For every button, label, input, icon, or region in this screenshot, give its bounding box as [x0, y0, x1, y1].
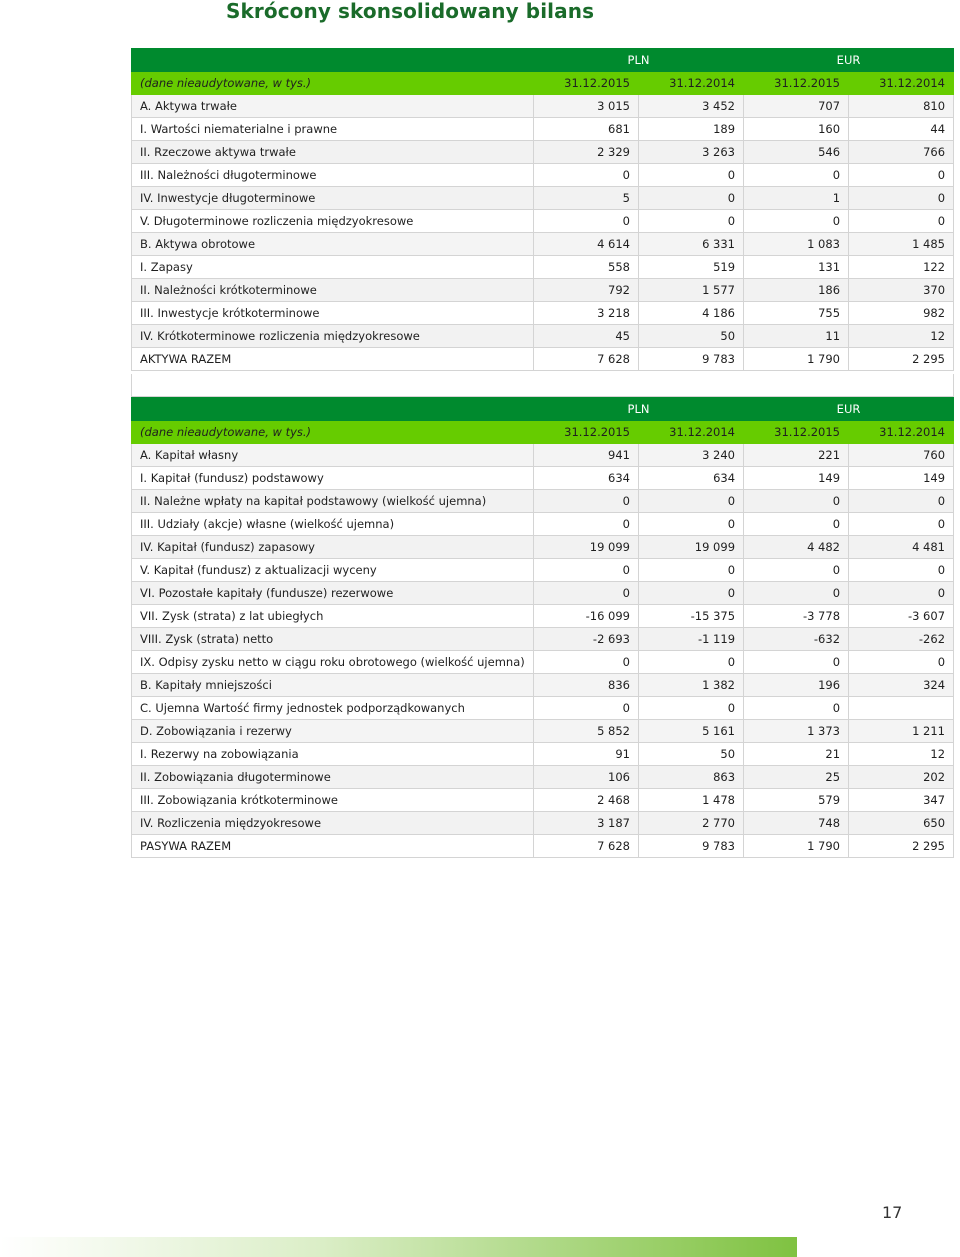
- table-row: [132, 743, 954, 766]
- row-label: I. Zapasy: [132, 256, 534, 279]
- row-label: II. Należne wpłaty na kapitał podstawowy (wielkość ujemna): [132, 490, 534, 513]
- value-cell: 3 218: [534, 302, 639, 325]
- value-cell: 21: [744, 743, 849, 766]
- table-note: (dane nieaudytowane, w tys.): [132, 72, 534, 95]
- value-cell: 558: [534, 256, 639, 279]
- footer-gradient-bar: [0, 1237, 797, 1257]
- value-cell: 0: [639, 187, 744, 210]
- row-label: I. Rezerwy na zobowiązania: [132, 743, 534, 766]
- liabilities-table: [131, 397, 954, 858]
- value-cell: 50: [639, 325, 744, 348]
- date-cell: 31.12.2015: [744, 72, 849, 95]
- value-cell: 0: [849, 490, 954, 513]
- value-cell: 1 485: [849, 233, 954, 256]
- value-cell: 2 770: [639, 812, 744, 835]
- value-cell: 324: [849, 674, 954, 697]
- table-row: [132, 536, 954, 559]
- value-cell: 7 628: [534, 835, 639, 858]
- value-cell: 5 161: [639, 720, 744, 743]
- date-cell: 31.12.2014: [849, 421, 954, 444]
- date-cell: 31.12.2014: [639, 72, 744, 95]
- table-row: [132, 279, 954, 302]
- value-cell: 0: [534, 490, 639, 513]
- date-cell: 31.12.2015: [534, 72, 639, 95]
- table-row: [132, 444, 954, 467]
- value-cell: 0: [639, 651, 744, 674]
- value-cell: 0: [744, 210, 849, 233]
- value-cell: 0: [639, 490, 744, 513]
- table-row: [132, 720, 954, 743]
- row-label: III. Należności długoterminowe: [132, 164, 534, 187]
- value-cell: 3 240: [639, 444, 744, 467]
- table-row: [132, 210, 954, 233]
- value-cell: 0: [534, 559, 639, 582]
- table-row: [132, 605, 954, 628]
- page-title: Skrócony skonsolidowany bilans: [226, 0, 595, 23]
- value-cell: 44: [849, 118, 954, 141]
- value-cell: 5: [534, 187, 639, 210]
- table-row: [132, 582, 954, 605]
- date-cell: 31.12.2015: [744, 421, 849, 444]
- value-cell: 6 331: [639, 233, 744, 256]
- value-cell: 202: [849, 766, 954, 789]
- value-cell: 131: [744, 256, 849, 279]
- date-cell: 31.12.2014: [849, 72, 954, 95]
- table-row: [132, 118, 954, 141]
- assets-table: [131, 48, 954, 371]
- table-row: [132, 141, 954, 164]
- value-cell: 196: [744, 674, 849, 697]
- total-row: [132, 835, 954, 858]
- table-row: [132, 766, 954, 789]
- value-cell: 0: [639, 210, 744, 233]
- currency-eur: EUR: [744, 49, 954, 72]
- value-cell: -2 693: [534, 628, 639, 651]
- table-row: [132, 233, 954, 256]
- row-label: II. Rzeczowe aktywa trwałe: [132, 141, 534, 164]
- value-cell: 792: [534, 279, 639, 302]
- row-label: V. Długoterminowe rozliczenia międzyokresowe: [132, 210, 534, 233]
- table-row: [132, 674, 954, 697]
- value-cell: 0: [534, 582, 639, 605]
- date-cell: 31.12.2014: [639, 421, 744, 444]
- value-cell: -3 778: [744, 605, 849, 628]
- value-cell: 634: [639, 467, 744, 490]
- currency-pln: PLN: [534, 49, 744, 72]
- value-cell: 189: [639, 118, 744, 141]
- value-cell: 1 478: [639, 789, 744, 812]
- value-cell: 0: [849, 513, 954, 536]
- row-label: C. Ujemna Wartość firmy jednostek podporządkowanych: [132, 697, 534, 720]
- value-cell: 3 263: [639, 141, 744, 164]
- row-label: VIII. Zysk (strata) netto: [132, 628, 534, 651]
- row-label: D. Zobowiązania i rezerwy: [132, 720, 534, 743]
- row-label: VII. Zysk (strata) z lat ubiegłych: [132, 605, 534, 628]
- table-row: [132, 490, 954, 513]
- table-row: [132, 256, 954, 279]
- value-cell: 0: [744, 651, 849, 674]
- value-cell: 4 614: [534, 233, 639, 256]
- row-label: III. Udziały (akcje) własne (wielkość ujemna): [132, 513, 534, 536]
- value-cell: -632: [744, 628, 849, 651]
- currency-eur: EUR: [744, 398, 954, 421]
- value-cell: 1 790: [744, 835, 849, 858]
- value-cell: 836: [534, 674, 639, 697]
- value-cell: -3 607: [849, 605, 954, 628]
- row-label: IV. Inwestycje długoterminowe: [132, 187, 534, 210]
- date-header-row: [132, 72, 954, 95]
- value-cell: 810: [849, 95, 954, 118]
- value-cell: 0: [639, 582, 744, 605]
- value-cell: 347: [849, 789, 954, 812]
- total-row: [132, 348, 954, 371]
- value-cell: 748: [744, 812, 849, 835]
- value-cell: 9 783: [639, 835, 744, 858]
- row-label: B. Kapitały mniejszości: [132, 674, 534, 697]
- value-cell: 941: [534, 444, 639, 467]
- value-cell: -1 119: [639, 628, 744, 651]
- row-label: II. Zobowiązania długoterminowe: [132, 766, 534, 789]
- table-spacer: [131, 374, 954, 397]
- value-cell: 12: [849, 743, 954, 766]
- value-cell: 2 468: [534, 789, 639, 812]
- value-cell: 1 382: [639, 674, 744, 697]
- table-row: [132, 697, 954, 720]
- value-cell: 3 452: [639, 95, 744, 118]
- value-cell: 0: [639, 559, 744, 582]
- value-cell: 0: [534, 210, 639, 233]
- table-note: (dane nieaudytowane, w tys.): [132, 421, 534, 444]
- table-row: [132, 651, 954, 674]
- row-label: II. Należności krótkoterminowe: [132, 279, 534, 302]
- value-cell: 0: [849, 582, 954, 605]
- value-cell: 221: [744, 444, 849, 467]
- row-label: A. Aktywa trwałe: [132, 95, 534, 118]
- value-cell: [849, 697, 954, 720]
- table-row: [132, 164, 954, 187]
- value-cell: 0: [849, 210, 954, 233]
- value-cell: 982: [849, 302, 954, 325]
- currency-header-row: [132, 398, 954, 421]
- value-cell: 2 329: [534, 141, 639, 164]
- value-cell: 0: [534, 697, 639, 720]
- row-label: IX. Odpisy zysku netto w ciągu roku obrotowego (wielkość ujemna): [132, 651, 534, 674]
- value-cell: 370: [849, 279, 954, 302]
- row-label: PASYWA RAZEM: [132, 835, 534, 858]
- value-cell: 707: [744, 95, 849, 118]
- table-row: [132, 95, 954, 118]
- value-cell: 3 187: [534, 812, 639, 835]
- value-cell: -262: [849, 628, 954, 651]
- table-row: [132, 302, 954, 325]
- value-cell: 2 295: [849, 348, 954, 371]
- row-label: IV. Krótkoterminowe rozliczenia międzyokresowe: [132, 325, 534, 348]
- value-cell: 0: [744, 697, 849, 720]
- value-cell: 2 295: [849, 835, 954, 858]
- value-cell: 0: [744, 559, 849, 582]
- header-empty-cell: [132, 398, 534, 421]
- currency-header-row: [132, 49, 954, 72]
- value-cell: 0: [534, 164, 639, 187]
- value-cell: 634: [534, 467, 639, 490]
- value-cell: -15 375: [639, 605, 744, 628]
- currency-pln: PLN: [534, 398, 744, 421]
- value-cell: 45: [534, 325, 639, 348]
- value-cell: 149: [849, 467, 954, 490]
- value-cell: 0: [744, 490, 849, 513]
- page-number: 17: [882, 1203, 903, 1222]
- table-row: [132, 187, 954, 210]
- row-label: V. Kapitał (fundusz) z aktualizacji wyceny: [132, 559, 534, 582]
- value-cell: 0: [849, 651, 954, 674]
- value-cell: 681: [534, 118, 639, 141]
- table-row: [132, 559, 954, 582]
- value-cell: 3 015: [534, 95, 639, 118]
- value-cell: 0: [639, 697, 744, 720]
- value-cell: 0: [744, 164, 849, 187]
- row-label: B. Aktywa obrotowe: [132, 233, 534, 256]
- table-row: [132, 789, 954, 812]
- value-cell: 546: [744, 141, 849, 164]
- value-cell: 7 628: [534, 348, 639, 371]
- value-cell: 0: [639, 513, 744, 536]
- row-label: AKTYWA RAZEM: [132, 348, 534, 371]
- table-row: [132, 325, 954, 348]
- value-cell: 0: [849, 559, 954, 582]
- value-cell: 1 790: [744, 348, 849, 371]
- value-cell: 1 577: [639, 279, 744, 302]
- value-cell: 0: [534, 651, 639, 674]
- value-cell: 650: [849, 812, 954, 835]
- table-row: [132, 513, 954, 536]
- value-cell: -16 099: [534, 605, 639, 628]
- value-cell: 149: [744, 467, 849, 490]
- value-cell: 4 186: [639, 302, 744, 325]
- date-cell: 31.12.2015: [534, 421, 639, 444]
- row-label: A. Kapitał własny: [132, 444, 534, 467]
- value-cell: 5 852: [534, 720, 639, 743]
- value-cell: 1: [744, 187, 849, 210]
- value-cell: 11: [744, 325, 849, 348]
- row-label: III. Zobowiązania krótkoterminowe: [132, 789, 534, 812]
- value-cell: 760: [849, 444, 954, 467]
- row-label: IV. Kapitał (fundusz) zapasowy: [132, 536, 534, 559]
- row-label: IV. Rozliczenia międzyokresowe: [132, 812, 534, 835]
- table-row: [132, 812, 954, 835]
- table-row: [132, 628, 954, 651]
- row-label: VI. Pozostałe kapitały (fundusze) rezerwowe: [132, 582, 534, 605]
- value-cell: 1 211: [849, 720, 954, 743]
- value-cell: 122: [849, 256, 954, 279]
- value-cell: 1 373: [744, 720, 849, 743]
- value-cell: 12: [849, 325, 954, 348]
- value-cell: 519: [639, 256, 744, 279]
- value-cell: 863: [639, 766, 744, 789]
- value-cell: 25: [744, 766, 849, 789]
- value-cell: 766: [849, 141, 954, 164]
- value-cell: 9 783: [639, 348, 744, 371]
- value-cell: 4 481: [849, 536, 954, 559]
- header-empty-cell: [132, 49, 534, 72]
- row-label: I. Wartości niematerialne i prawne: [132, 118, 534, 141]
- row-label: I. Kapitał (fundusz) podstawowy: [132, 467, 534, 490]
- value-cell: 0: [744, 582, 849, 605]
- table-row: [132, 467, 954, 490]
- value-cell: 160: [744, 118, 849, 141]
- value-cell: 0: [849, 164, 954, 187]
- row-label: III. Inwestycje krótkoterminowe: [132, 302, 534, 325]
- value-cell: 579: [744, 789, 849, 812]
- value-cell: 0: [849, 187, 954, 210]
- value-cell: 0: [744, 513, 849, 536]
- value-cell: 0: [639, 164, 744, 187]
- value-cell: 0: [534, 513, 639, 536]
- date-header-row: [132, 421, 954, 444]
- value-cell: 19 099: [639, 536, 744, 559]
- value-cell: 106: [534, 766, 639, 789]
- value-cell: 91: [534, 743, 639, 766]
- value-cell: 19 099: [534, 536, 639, 559]
- value-cell: 4 482: [744, 536, 849, 559]
- value-cell: 186: [744, 279, 849, 302]
- value-cell: 50: [639, 743, 744, 766]
- value-cell: 1 083: [744, 233, 849, 256]
- value-cell: 755: [744, 302, 849, 325]
